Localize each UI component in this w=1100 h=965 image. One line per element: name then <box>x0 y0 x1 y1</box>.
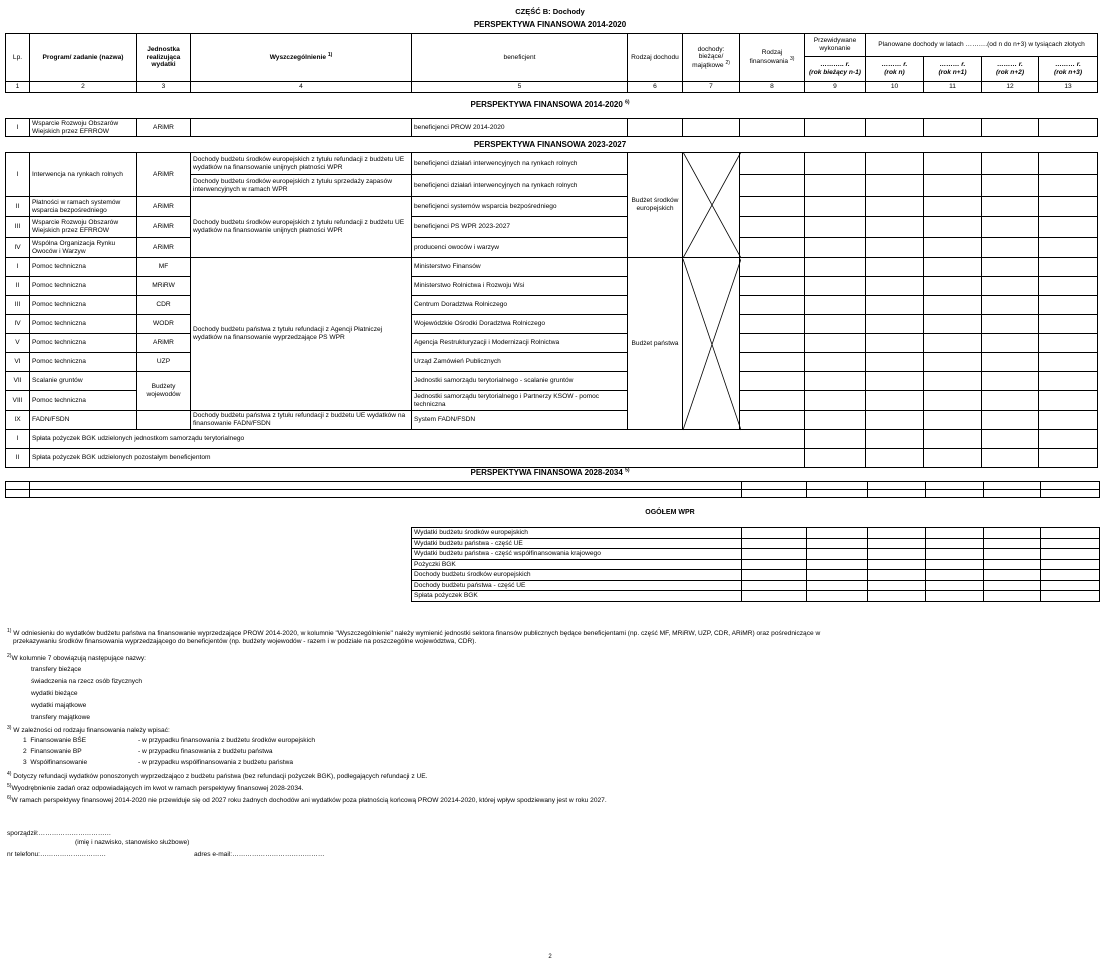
table-row <box>6 490 1100 498</box>
footnote-3-desc: - w przypadku współfinansowania z budżetu państwa <box>138 759 294 766</box>
table-row: VI Pomoc techniczna UZP Urząd Zamówień Publicznych <box>6 353 1098 372</box>
table-row: Spłata pożyczek BGK <box>412 591 1100 602</box>
table-row: Pożyczki BGK <box>412 559 1100 570</box>
finance-eu: Budżet środków europejskich <box>628 153 683 258</box>
table-row: I Pomoc techniczna MF Dochody budżetu państwa z tytułu refundacji z Agencji Płatniczej wydatków na finansowanie wyprzedzające PS WPR Ministerstwo Finansów Budżet państwa <box>6 258 1098 277</box>
col-finance-type: Rodzaj finansowania $^{3)}$ <box>740 34 805 82</box>
table-row: Dochody budżetu państwa - część UE <box>412 580 1100 591</box>
state-detail: Dochody budżetu państwa z tytułu refundacji z Agencji Płatniczej wydatków na finansowanie wyprzedzające PS WPR <box>191 258 412 411</box>
footnote-1: $^{1)}$ W odniesieniu do wydatków budżetu państwa na finansowanie wyprzedzające PROW 2014-2020, w kolumnie "Wyszczególnienie" należy wymienić jednostki sektora finansów publicznych będące beneficjentami (np. część MF, MRiRW, UZP, CDR, ARiMR) oraz pośredniczące w <box>7 628 821 638</box>
voivode-unit: Budżety wojewodów <box>137 372 191 411</box>
footnote-5: $^{5)}$Wyodrębnienie zadań oraz odpowiadających im kwot w ramach perspektywy finansowej 2028-2034. <box>7 783 304 793</box>
table-row: VII Scalanie gruntów Budżety wojewodów Jednostki samorządu terytorialnego - scalanie gruntów <box>6 372 1098 391</box>
footnote-4: $^{4)}$ Dotyczy refundacji wydatków ponoszonych wyprzedzająco z budżetu państwa (bez refundacji pożyczek BGK), podlegających refundacji z UE. <box>7 771 428 781</box>
table-row: II Płatności w ramach systemów wsparcia bezpośredniego ARiMR Dochody budżetu środków europejskich z tytułu refundacji z budżetu UE wydatków na finansowanie unijnych płatności WPR beneficjenci systemów wsparcia bezpośredniego <box>6 197 1098 217</box>
footnote-2-item: świadczenia na rzecz osób fizycznych <box>31 678 143 685</box>
table-2023 <box>5 152 1098 468</box>
table-row: I Wsparcie Rozwoju Obszarów Wiejskich przez EFRROW ARiMR beneficjenci PROW 2014-2020 <box>6 119 1098 137</box>
footnote-3-desc: - w przypadku finasowania z budżetu państwa <box>138 748 273 755</box>
table-row: Wydatki budżetu państwa - część UE <box>412 538 1100 549</box>
table-row: III Wsparcie Rozwoju Obszarów Wiejskich przez EFRROW ARiMR beneficjenci PS WPR 2023-2027 <box>6 217 1098 238</box>
col-detail: Wyszczególnienie $^{1)}$ <box>191 34 412 82</box>
total-table <box>411 527 1100 602</box>
prepared-by: sporządził:…………………………… <box>7 830 112 837</box>
footnote-3: $^{3)}$ W zależności od rodzaju finansowania należy wpisać: <box>7 725 170 735</box>
footnote-2-item: wydatki majątkowe <box>31 702 87 709</box>
table-row: VIII Pomoc techniczna Jednostki samorządu terytorialnego i Partnerzy KSOW - pomoc techniczna <box>6 391 1098 411</box>
table-row: I Spłata pożyczek BGK udzielonych jednostkom samorządu terytorialnego <box>6 430 1098 449</box>
footnote-2-item: transfery bieżące <box>31 666 82 673</box>
col-year-n1: ……… r. (rok n+1) <box>924 57 982 82</box>
table-row: Dochody budżetu środków europejskich <box>412 570 1100 581</box>
table-row: IV Pomoc techniczna WODR Wojewódzkie Ośrodki Doradztwa Rolniczego <box>6 315 1098 334</box>
table-row <box>6 482 1100 490</box>
table-row: II Pomoc techniczna MRiRW Ministerstwo Rolnictwa i Rozwoju Wsi <box>6 277 1098 296</box>
col-forecast: Przewidywane wykonanie <box>805 34 866 57</box>
section-2023-title: PERSPEKTYWA FINANSOWA 2023-2027 <box>473 140 627 149</box>
col-forecast-year: ……….. r. (rok bieżący n-1) <box>805 57 866 82</box>
footnote-3-item: 2 Finansowanie BP <box>23 748 82 755</box>
table-row: V Pomoc techniczna ARiMR Agencja Restrukturyzacji i Modernizacji Rolnictwa <box>6 334 1098 353</box>
table-row: II Spłata pożyczek BGK udzielonych pozostałym beneficjentom <box>6 449 1098 468</box>
table-row: Wydatki budżetu środków europejskich <box>412 528 1100 539</box>
part-label: CZĘŚĆ B: Dochody <box>515 7 585 16</box>
email-field: adres e-mail:…………………………………… <box>194 851 325 858</box>
table-row: I Interwencja na rynkach rolnych ARiMR Dochody budżetu środków europejskich z tytułu refundacji z budżetu UE wydatków na finansowanie unijnych płatności WPR beneficjenci działań interwencyjnych na rynkach rolnych Budżet środków europejskich <box>6 153 1098 175</box>
footnote-3-item: 1 Finansowanie BŚE <box>23 737 87 744</box>
prepared-by-caption: (imię i nazwisko, stanowisko służbowe) <box>75 839 190 846</box>
col-planned: Planowane dochody w latach ……….(od n do n+3) w tysiącach złotych <box>866 34 1098 57</box>
col-beneficiary: beneficjent <box>412 34 628 82</box>
section-2014-title: PERSPEKTYWA FINANSOWA 2014-2020 $^{6)}$ <box>470 99 630 109</box>
footnote-6: $^{6)}$W ramach perspektywy finansowej 2014-2020 nie przewiduje się od 2027 roku żadnych dochodów ani wydatków poza płatnością końcową PROW 20214-2020, której wpływ spodziewany jest w roku 2027. <box>7 795 607 805</box>
total-title: OGÓŁEM WPR <box>645 509 695 516</box>
table-row: IX FADN/FSDN Dochody budżetu państwa z tytułu refundacji z budżetu UE wydatków na finansowanie FADN/FSDN System FADN/FSDN <box>6 411 1098 430</box>
table-row: Dochody budżetu środków europejskich z tytułu sprzedaży zapasów interwencyjnych w ramach WPR beneficjenci działań interwencyjnych na rynkach rolnych <box>6 175 1098 197</box>
col-year-n: ……… r. (rok n) <box>866 57 924 82</box>
finance-state: Budżet państwa <box>628 258 683 430</box>
footnote-3-desc: - w przypadku finansowania z budżetu środków europejskich <box>138 737 316 744</box>
table-row: III Pomoc techniczna CDR Centrum Doradztwa Rolniczego <box>6 296 1098 315</box>
footnote-2-item: transfery majątkowe <box>31 714 90 721</box>
phone-field: nr telefonu:………………………… <box>7 851 106 858</box>
col-unit: Jednostka realizująca wydatki <box>137 34 191 82</box>
page-number: 2 <box>548 954 552 960</box>
table-row: IV Wspólna Organizacja Rynku Owoców i Warzyw ARiMR producenci owoców i warzyw <box>6 238 1098 258</box>
column-header-table <box>5 33 1098 93</box>
footnote-2-item: wydatki bieżące <box>31 690 78 697</box>
col-income-kind: dochody: bieżące/ majątkowe $^{2)}$ <box>683 34 740 82</box>
footnote-2: $^{2)}$W kolumnie 7 obowiązują następujące nazwy: <box>7 653 146 663</box>
col-year-n2: ……… r. (rok n+2) <box>982 57 1039 82</box>
table-2014 <box>5 118 1098 137</box>
col-program: Program/ zadanie (nazwa) <box>30 34 137 82</box>
col-lp: Lp. <box>6 34 30 82</box>
section-2028-title: PERSPEKTYWA FINANSOWA 2028-2034 $^{5)}$ <box>470 467 630 477</box>
column-number-row: 1 2 3 4 5 6 7 8 9 10 11 12 13 <box>6 82 1098 93</box>
footnote-1-cont: przekazywaniu środków finansowania wyprzedzającego do beneficjentów (np. budżety wojewodów - razem i w podziale na poszczególne województwa, CDR). <box>13 638 477 645</box>
col-income-type: Rodzaj dochodu <box>628 34 683 82</box>
table-row: Wydatki budżetu państwa - część współfinansowania krajowego <box>412 549 1100 560</box>
table-2028 <box>5 481 1100 498</box>
col-year-n3: ……… r. (rok n+3) <box>1039 57 1098 82</box>
footnote-3-item: 3 Współfinansowanie <box>23 759 88 766</box>
page-title: PERSPEKTYWA FINANSOWA 2014-2020 <box>473 20 627 29</box>
